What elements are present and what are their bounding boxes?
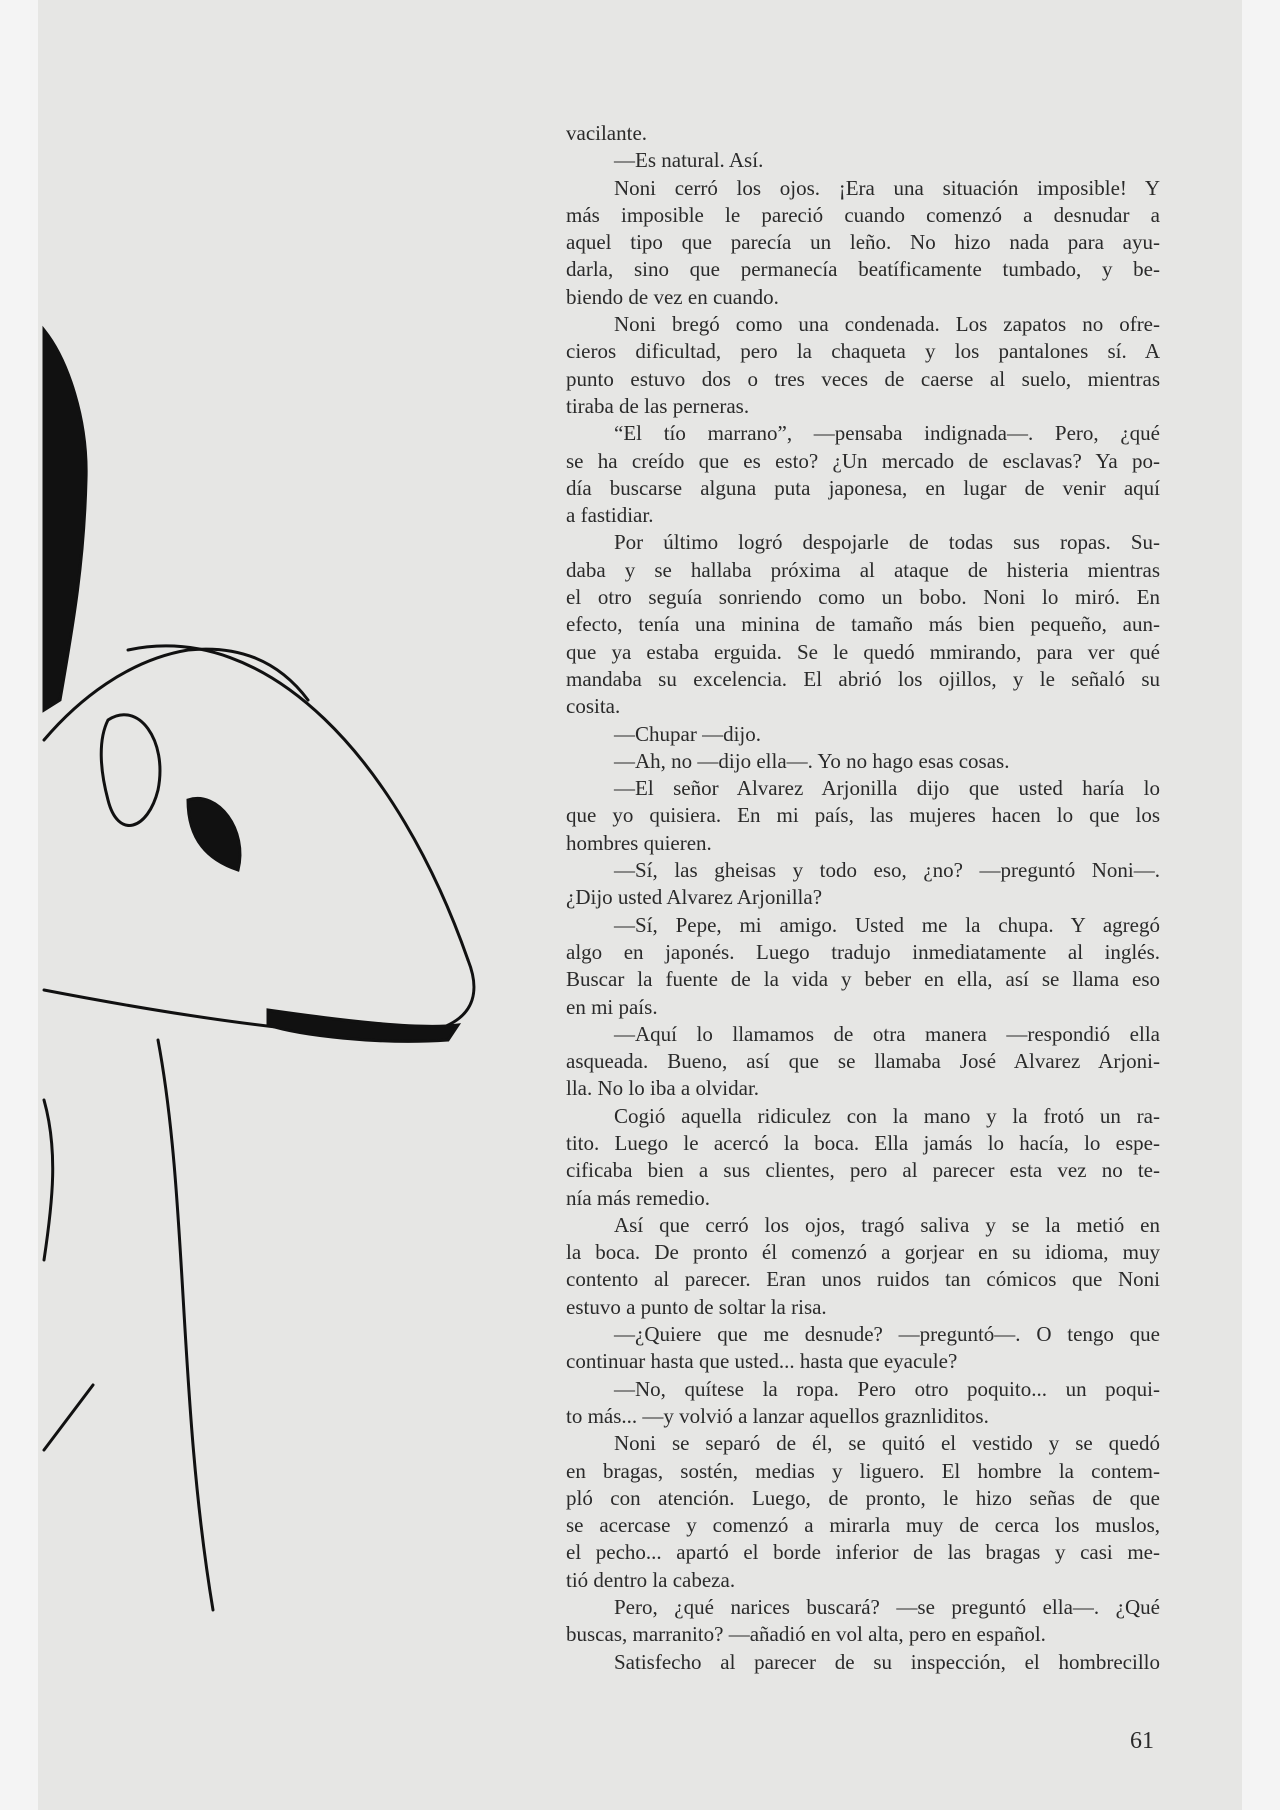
text-line: que yo quisiera. En mi país, las mujeres hacen lo que los — [566, 803, 1160, 828]
shoulder-line — [44, 649, 308, 740]
text-line: daba y se hallaba próxima al ataque de histeria mientras — [566, 557, 1160, 582]
text-line: biendo de vez en cuando. — [566, 284, 779, 309]
text-line: Por último logró despojarle de todas sus ropas. Su- — [614, 530, 1160, 555]
text-line: “El tío marrano”, —pensaba indignada—. Pero, ¿qué — [614, 421, 1160, 446]
text-line: —Sí, las gheisas y todo eso, ¿no? —preguntó Noni—. — [614, 858, 1160, 883]
text-line: cieros dificultad, pero la chaqueta y los pantalones sí. A — [566, 339, 1160, 364]
text-line: algo en japonés. Luego tradujo inmediatamente al inglés. — [566, 939, 1160, 964]
hand-shape — [101, 715, 160, 826]
text-line: la boca. De pronto él comenzó a gorjear en su idioma, muy — [566, 1240, 1160, 1265]
text-line: continuar hasta que usted... hasta que eyacule? — [566, 1349, 958, 1374]
text-line: hombres quieren. — [566, 830, 712, 855]
figure-illustration — [38, 0, 598, 1810]
hair-shape — [44, 330, 86, 710]
body-text — [566, 120, 1160, 1676]
text-line: —Chupar —dijo. — [614, 721, 761, 746]
lower-left-line — [44, 1385, 93, 1450]
text-line: se acercase y comenzó a mirarla muy de cerca los muslos, — [566, 1513, 1160, 1538]
text-line: el otro seguía sonriendo como un bobo. Noni lo miró. En — [566, 585, 1160, 610]
breast-shadow — [188, 798, 240, 870]
text-line: —Sí, Pepe, mi amigo. Usted me la chupa. Y agregó — [614, 912, 1160, 937]
text-line: pló con atención. Luego, de pronto, le hizo señas de que — [566, 1485, 1160, 1510]
text-line: estuvo a punto de soltar la risa. — [566, 1294, 827, 1319]
text-line: —¿Quiere que me desnude? —preguntó—. O tengo que — [614, 1322, 1160, 1347]
text-line: Cogió aquella ridiculez con la mano y la frotó un ra- — [614, 1103, 1160, 1128]
text-line: tió dentro la cabeza. — [566, 1567, 736, 1592]
text-line: más imposible le pareció cuando comenzó a desnudar a — [566, 202, 1160, 227]
thigh-line — [44, 1100, 53, 1260]
text-line: mandaba su excelencia. El abrió los ojillos, y le señaló su — [566, 666, 1160, 691]
text-line: efecto, tenía una minina de tamaño más bien pequeño, aun- — [566, 612, 1160, 637]
text-line: —No, quítese la ropa. Pero otro poquito... un poqui- — [614, 1376, 1160, 1401]
text-line: en bragas, sostén, medias y liguero. El hombre la contem- — [566, 1458, 1160, 1483]
text-line: to más... —y volvió a lanzar aquellos graznliditos. — [566, 1403, 989, 1428]
text-line: nía más remedio. — [566, 1185, 711, 1210]
text-line: Buscar la fuente de la vida y beber en ella, así se llama eso — [566, 967, 1160, 992]
text-line: punto estuvo dos o tres veces de caerse al suelo, mientras — [566, 366, 1160, 391]
text-line: cificaba bien a sus clientes, pero al parecer esta vez no te- — [566, 1158, 1160, 1183]
page-number: 61 — [1130, 1728, 1154, 1754]
text-line: Noni bregó como una condenada. Los zapatos no ofre- — [614, 312, 1160, 337]
text-line: se ha creído que es esto? ¿Un mercado de esclavas? Ya po- — [566, 448, 1160, 473]
text-line: vacilante. — [566, 121, 648, 145]
text-line: darla, sino que permanecía beatíficamente tumbado, y be- — [566, 257, 1160, 282]
text-line: contento al parecer. Eran unos ruidos tan cómicos que Noni — [566, 1267, 1160, 1292]
text-line: Así que cerró los ojos, tragó saliva y se la metió en — [614, 1212, 1160, 1237]
text-line: —Aquí lo llamamos de otra manera —respondió ella — [614, 1021, 1160, 1046]
arm-upper-line — [128, 646, 468, 960]
text-line: día buscarse alguna puta japonesa, en lugar de venir aquí — [566, 475, 1160, 500]
text-line: —Es natural. Así. — [614, 148, 764, 173]
text-line: Pero, ¿qué narices buscará? —se preguntó ella—. ¿Qué — [614, 1595, 1160, 1620]
text-line: aquel tipo que parecía un leño. No hizo nada para ayu- — [566, 230, 1160, 255]
text-line: lla. No lo iba a olvidar. — [566, 1076, 760, 1101]
text-line: —Ah, no —dijo ella—. Yo no hago esas cosas. — [614, 748, 1010, 773]
text-line: en mi país. — [566, 994, 658, 1019]
text-line: tito. Luego le acercó la boca. Ella jamás lo hacía, lo espe- — [566, 1130, 1160, 1155]
text-line: —El señor Alvarez Arjonilla dijo que usted haría lo — [614, 776, 1160, 801]
text-line: buscas, marranito? —añadió en vol alta, pero en español. — [566, 1622, 1046, 1647]
text-line: ¿Dijo usted Alvarez Arjonilla? — [566, 885, 823, 910]
text-line: Noni cerró los ojos. ¡Era una situación imposible! Y — [614, 175, 1160, 200]
text-line: tiraba de las perneras. — [566, 393, 750, 418]
body-line — [158, 1040, 213, 1610]
text-line: cosita. — [566, 694, 621, 719]
text-line: a fastidiar. — [566, 503, 654, 528]
text-line: el pecho... apartó el borde inferior de las bragas y casi me- — [566, 1540, 1160, 1565]
text-line: Noni se separó de él, se quitó el vestido y se quedó — [614, 1431, 1160, 1456]
text-line: Satisfecho al parecer de su inspección, el hombrecillo — [614, 1649, 1160, 1674]
text-line: que ya estaba erguida. Se le quedó mmirando, para ver qué — [566, 639, 1160, 664]
arm-shadow — [268, 1010, 458, 1041]
text-line: asqueada. Bueno, así que se llamaba José Alvarez Arjoni- — [566, 1049, 1160, 1074]
